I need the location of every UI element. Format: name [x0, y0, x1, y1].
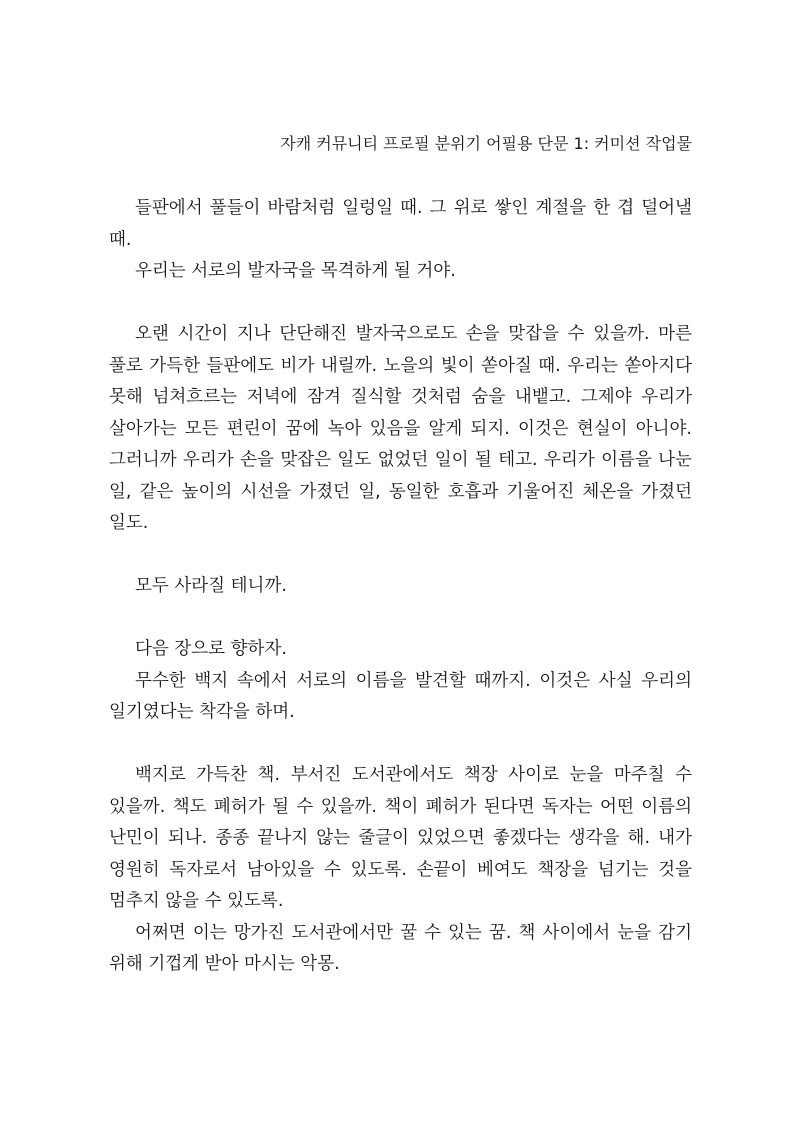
paragraph: 들판에서 풀들이 바람처럼 일렁일 때. 그 위로 쌓인 계절을 한 겹 덜어낼 때. — [109, 198, 692, 250]
paragraph: 무수한 백지 속에서 서로의 이름을 발견할 때까지. 이것은 사실 우리의 일기였다는 착각을 하며. — [109, 670, 692, 722]
paragraph: 다음 장으로 향하자. — [135, 639, 287, 659]
paragraph-spacer — [109, 540, 692, 572]
paragraph: 어쩌면 이는 망가진 도서관에서만 꿀 수 있는 꿈. 책 사이에서 눈을 감기 위해 기껍게 받아 마시는 악몽. — [109, 922, 692, 974]
paragraph-spacer — [109, 288, 692, 320]
paragraph: 우리는 서로의 발자국을 목격하게 될 거야. — [135, 261, 456, 281]
document-body — [109, 193, 692, 981]
paragraph: 모두 사라질 테니까. — [135, 576, 287, 596]
paragraph-spacer — [109, 729, 692, 761]
document-header: 자캐 커뮤니티 프로필 분위기 어필용 단문 1: 커미션 작업물 — [280, 134, 692, 153]
paragraph: 백지로 가득찬 책. 부서진 도서관에서도 책장 사이로 눈을 마주칠 수 있을까. 책도 폐허가 될 수 있을까. 책이 폐허가 된다면 독자는 어떤 이름의 난민이 되나. 종종 끝나지 않는 줄글이 있었으면 좋겠다는 생각을 해. 내가 영원히 독자로서 남아있을 수 있도록. 손끝이 베여도 책장을 넘기는 것을 멈추지 않을 수 있도록. — [109, 765, 692, 911]
paragraph-spacer — [109, 603, 692, 635]
paragraph: 오랜 시간이 지나 단단해진 발자국으로도 손을 맞잡을 수 있을까. 마른 풀로 가득한 들판에도 비가 내릴까. 노을의 빛이 쏟아질 때. 우리는 쏟아지다 못해 넘쳐흐르는 저녁에 잠겨 질식할 것처럼 숨을 내뱉고. 그제야 우리가 살아가는 모든 편린이 꿈에 녹아 있음을 알게 되지. 이것은 현실이 아니야. 그러니까 우리가 손을 맞잡은 일도 없었던 일이 될 테고. 우리가 이름을 나눈 일, 같은 높이의 시선을 가졌던 일, 동일한 호흡과 기울어진 체온을 가졌던 일도. — [109, 324, 692, 533]
